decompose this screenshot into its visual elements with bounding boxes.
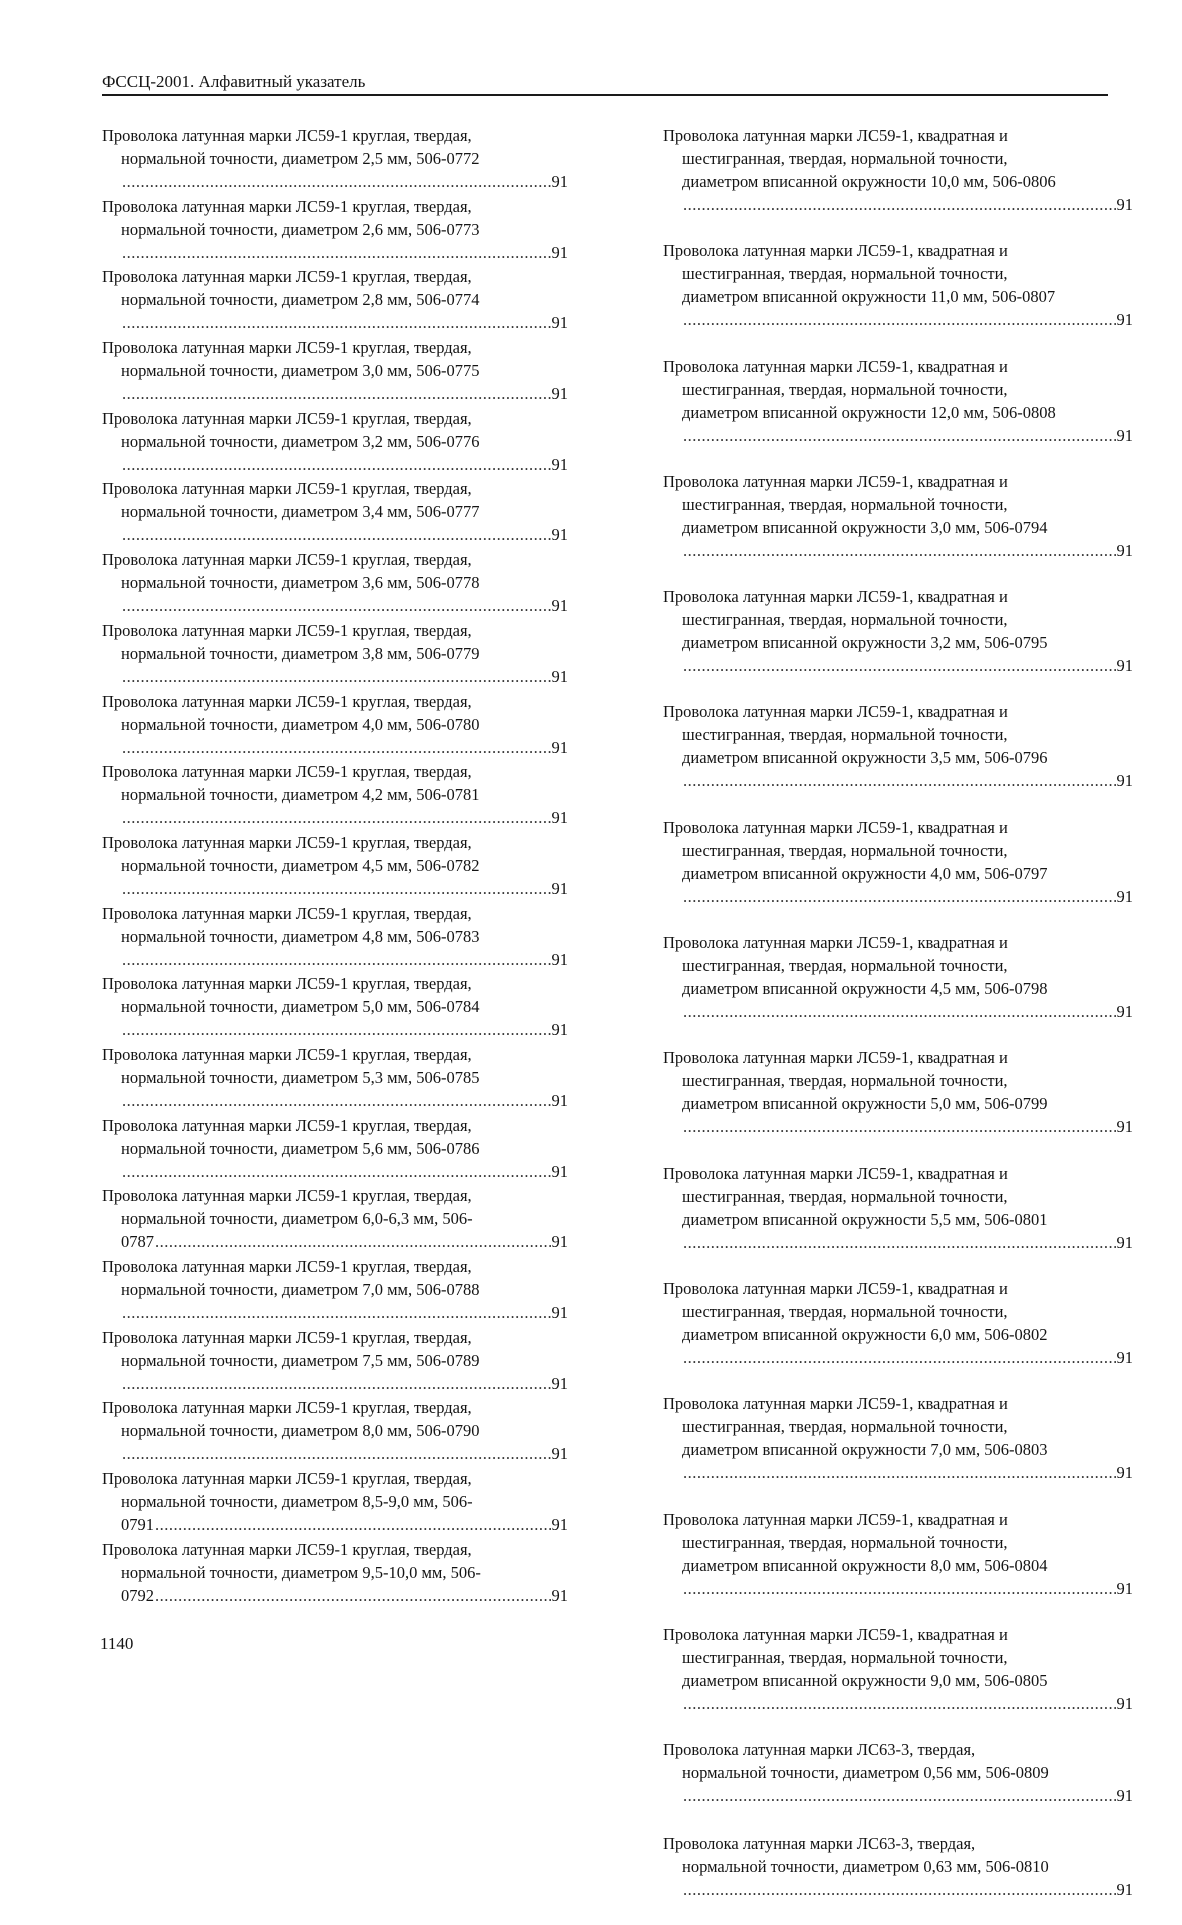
entry-detail-line: диаметром вписанной окружности 3,2 мм, 506-0795	[682, 633, 1048, 653]
entry-page-ref: 91	[551, 172, 568, 191]
index-entry	[102, 336, 568, 405]
entry-page-ref: 91	[551, 1090, 568, 1110]
index-entry	[102, 407, 568, 476]
entry-detail-line: шестигранная, твердая, нормальной точности,	[682, 1532, 1008, 1552]
index-entry	[102, 195, 568, 264]
entry-title-line: Проволока латунная марки ЛС59-1 круглая, твердая,	[102, 196, 472, 216]
entry-detail-line: нормальной точности, диаметром 4,0 мм, 506-0780	[121, 714, 480, 734]
entry-leader-line	[102, 1513, 568, 1536]
page-number: 1140	[100, 1634, 134, 1653]
entry-title-line: Проволока латунная марки ЛС59-1 круглая, твердая,	[102, 1115, 472, 1135]
entry-detail-line: нормальной точности, диаметром 2,6 мм, 506-0773	[121, 219, 480, 239]
entry-leader-line	[663, 1461, 1133, 1484]
dot-leader	[683, 769, 1116, 792]
dot-leader	[122, 665, 551, 688]
dot-leader	[683, 1577, 1116, 1600]
entry-page-ref: 91	[551, 1161, 568, 1181]
entry-leader-line	[102, 170, 568, 193]
index-entry	[102, 1184, 568, 1253]
entry-detail-line: нормальной точности, диаметром 4,8 мм, 506-0783	[121, 926, 480, 946]
index-entry	[663, 585, 1133, 677]
index-entry	[663, 1623, 1133, 1715]
index-entry	[663, 1832, 1133, 1901]
entry-leader-line	[663, 539, 1133, 562]
entry-title-line: Проволока латунная марки ЛС59-1 круглая, твердая,	[102, 126, 472, 145]
entry-title-line: Проволока латунная марки ЛС59-1 круглая, твердая,	[102, 550, 472, 570]
entry-detail-line: диаметром вписанной окружности 5,5 мм, 506-0801	[682, 1209, 1048, 1229]
entry-title-line: Проволока латунная марки ЛС63-3, твердая,	[663, 1740, 976, 1760]
index-entry	[102, 831, 568, 900]
index-entry	[102, 477, 568, 546]
index-entry	[102, 972, 568, 1041]
index-column-right	[663, 124, 1133, 1925]
entry-title-line: Проволока латунная марки ЛС59-1 круглая, твердая,	[102, 1257, 472, 1276]
entry-detail-line: нормальной точности, диаметром 0,63 мм, 506-0810	[682, 1856, 1049, 1876]
entry-detail-line: шестигранная, твердая, нормальной точности,	[682, 494, 1008, 514]
entry-page-ref: 91	[551, 313, 568, 333]
entry-title-line: Проволока латунная марки ЛС59-1, квадратная и	[663, 241, 1008, 261]
entry-leader-line	[102, 523, 568, 546]
index-entry	[663, 1162, 1133, 1254]
entry-page-ref: 91	[1116, 1786, 1133, 1806]
dot-leader	[683, 308, 1116, 331]
entry-leader-line	[102, 1018, 568, 1041]
index-entry	[102, 690, 568, 759]
entry-page-ref: 91	[551, 596, 568, 616]
index-entry	[102, 1326, 568, 1395]
entry-detail-line: нормальной точности, диаметром 5,6 мм, 506-0786	[121, 1138, 480, 1158]
entry-detail-line: диаметром вписанной окружности 3,5 мм, 506-0796	[682, 748, 1048, 768]
entry-page-ref: 91	[1116, 425, 1133, 445]
entry-leader-line	[102, 1584, 568, 1607]
index-column-left	[102, 124, 568, 1608]
entry-detail-line: диаметром вписанной окружности 4,5 мм, 506-0798	[682, 979, 1048, 999]
entry-leader-line	[102, 1160, 568, 1183]
dot-leader	[683, 1231, 1116, 1254]
index-entry	[663, 1277, 1133, 1369]
index-entry	[102, 124, 568, 193]
entry-leader-line	[102, 594, 568, 617]
entry-leader-line	[663, 1346, 1133, 1369]
dot-leader	[122, 241, 551, 264]
entry-title-line: Проволока латунная марки ЛС59-1 круглая, твердая,	[102, 903, 472, 923]
entry-page-ref: 91	[551, 384, 568, 404]
dot-leader	[122, 1018, 551, 1041]
entry-leader-line	[663, 654, 1133, 677]
entry-title-line: Проволока латунная марки ЛС59-1 круглая, твердая,	[102, 832, 472, 852]
index-entry	[663, 700, 1133, 792]
entry-leader-line	[102, 806, 568, 829]
dot-leader	[122, 594, 551, 617]
entry-title-line: Проволока латунная марки ЛС59-1 круглая, твердая,	[102, 762, 472, 782]
index-entry	[102, 902, 568, 971]
index-entry	[102, 1467, 568, 1536]
dot-leader	[683, 1346, 1116, 1369]
dot-leader	[122, 382, 551, 405]
entry-title-line: Проволока латунная марки ЛС59-1, квадратная и	[663, 702, 1008, 722]
entry-detail-line: шестигранная, твердая, нормальной точности,	[682, 610, 1008, 630]
entry-page-ref: 91	[1116, 1578, 1133, 1598]
entry-detail-line: диаметром вписанной окружности 3,0 мм, 506-0794	[682, 517, 1048, 537]
entry-leader-line	[663, 1577, 1133, 1600]
dot-leader	[683, 539, 1116, 562]
entry-leader-line	[663, 1231, 1133, 1254]
index-entry	[663, 931, 1133, 1023]
entry-leader-line	[102, 1089, 568, 1112]
entry-page-ref: 91	[1116, 656, 1133, 676]
entry-title-line: Проволока латунная марки ЛС59-1, квадратная и	[663, 1624, 1008, 1644]
index-entry	[663, 816, 1133, 908]
dot-leader	[683, 885, 1116, 908]
entry-detail-line: нормальной точности, диаметром 7,0 мм, 506-0788	[121, 1280, 480, 1299]
entry-detail-line: нормальной точности, диаметром 9,5-10,0 мм, 506-	[121, 1562, 481, 1582]
entry-title-line: Проволока латунная марки ЛС59-1 круглая, твердая,	[102, 338, 472, 358]
index-entry	[663, 1508, 1133, 1600]
entry-title-line: Проволока латунная марки ЛС59-1 круглая, твердая,	[102, 267, 472, 287]
entry-detail-line: нормальной точности, диаметром 3,6 мм, 506-0778	[121, 573, 480, 593]
entry-detail-line: шестигранная, твердая, нормальной точности,	[682, 1417, 1008, 1437]
index-entry	[102, 1114, 568, 1183]
dot-leader	[122, 736, 551, 759]
entry-title-line: Проволока латунная марки ЛС59-1, квадратная и	[663, 1509, 1008, 1529]
dot-leader	[683, 1000, 1116, 1023]
entry-leader-line	[102, 1442, 568, 1465]
running-header	[102, 72, 1108, 96]
entry-title-line: Проволока латунная марки ЛС59-1 круглая, твердая,	[102, 1327, 472, 1347]
entry-title-line: Проволока латунная марки ЛС59-1, квадратная и	[663, 126, 1008, 145]
index-entry	[663, 1738, 1133, 1807]
entry-page-ref: 91	[551, 1303, 568, 1322]
entry-page-ref: 91	[1116, 1347, 1133, 1367]
entry-detail-line: шестигранная, твердая, нормальной точности,	[682, 725, 1008, 745]
entry-title-line: Проволока латунная марки ЛС59-1, квадратная и	[663, 817, 1008, 837]
entry-detail-line: диаметром вписанной окружности 11,0 мм, 506-0807	[682, 287, 1056, 307]
entry-title-line: Проволока латунная марки ЛС59-1 круглая, твердая,	[102, 620, 472, 640]
entry-title-line: Проволока латунная марки ЛС59-1, квадратная и	[663, 1278, 1008, 1298]
index-entry	[663, 470, 1133, 562]
entry-title-line: Проволока латунная марки ЛС59-1, квадратная и	[663, 587, 1008, 607]
entry-detail-line: диаметром вписанной окружности 10,0 мм, 506-0806	[682, 172, 1056, 191]
entry-leader-line	[102, 948, 568, 971]
entry-title-line: Проволока латунная марки ЛС59-1 круглая, твердая,	[102, 1469, 472, 1489]
entry-page-ref: 91	[1116, 1117, 1133, 1137]
entry-title-line: Проволока латунная марки ЛС59-1, квадратная и	[663, 356, 1008, 376]
dot-leader	[683, 654, 1116, 677]
entry-detail-line: нормальной точности, диаметром 3,2 мм, 506-0776	[121, 431, 480, 451]
entry-detail-line: нормальной точности, диаметром 3,4 мм, 506-0777	[121, 502, 480, 522]
dot-leader	[122, 877, 551, 900]
entry-page-ref: 91	[551, 1515, 568, 1535]
entry-title-line: Проволока латунная марки ЛС59-1 круглая, твердая,	[102, 1186, 472, 1206]
entry-detail-line: диаметром вписанной окружности 6,0 мм, 506-0802	[682, 1324, 1048, 1344]
entry-detail-line: нормальной точности, диаметром 2,8 мм, 506-0774	[121, 290, 480, 310]
entry-leader-line	[663, 1000, 1133, 1023]
dot-leader	[122, 453, 551, 476]
entry-title-line: Проволока латунная марки ЛС59-1 круглая, твердая,	[102, 408, 472, 428]
index-entry	[102, 1396, 568, 1465]
entry-code-tail: 0792	[121, 1585, 154, 1605]
dot-leader	[155, 1230, 551, 1253]
index-entry	[102, 1538, 568, 1607]
entry-detail-line: шестигранная, твердая, нормальной точности,	[682, 956, 1008, 976]
dot-leader	[122, 1301, 551, 1324]
entry-page-ref: 91	[1116, 1693, 1133, 1713]
entry-page-ref: 91	[1116, 310, 1133, 330]
entry-detail-line: диаметром вписанной окружности 4,0 мм, 506-0797	[682, 863, 1048, 883]
entry-page-ref: 91	[1116, 1002, 1133, 1022]
entry-page-ref: 91	[551, 666, 568, 686]
entry-detail-line: нормальной точности, диаметром 0,56 мм, 506-0809	[682, 1763, 1049, 1783]
entry-page-ref: 91	[551, 1585, 568, 1605]
entry-leader-line	[102, 453, 568, 476]
index-entry	[102, 1255, 568, 1324]
entry-leader-line	[663, 1878, 1133, 1901]
entry-page-ref: 91	[551, 1020, 568, 1040]
entry-leader-line	[102, 1301, 568, 1324]
entry-leader-line	[663, 424, 1133, 447]
entry-detail-line: нормальной точности, диаметром 5,3 мм, 506-0785	[121, 1067, 480, 1087]
entry-page-ref: 91	[1116, 1232, 1133, 1252]
entry-page-ref: 91	[551, 454, 568, 474]
entry-title-line: Проволока латунная марки ЛС59-1, квадратная и	[663, 1163, 1008, 1183]
entry-title-line: Проволока латунная марки ЛС59-1 круглая, твердая,	[102, 1398, 472, 1418]
entry-detail-line: нормальной точности, диаметром 5,0 мм, 506-0784	[121, 997, 480, 1017]
entry-leader-line	[102, 311, 568, 334]
dot-leader	[122, 1442, 551, 1465]
index-entry	[102, 760, 568, 829]
entry-detail-line: шестигранная, твердая, нормальной точности,	[682, 1071, 1008, 1091]
entry-detail-line: диаметром вписанной окружности 9,0 мм, 506-0805	[682, 1670, 1048, 1690]
dot-leader	[122, 1160, 551, 1183]
entry-code-tail: 0791	[121, 1515, 154, 1535]
entry-leader-line	[663, 1692, 1133, 1715]
dot-leader	[683, 1115, 1116, 1138]
entry-title-line: Проволока латунная марки ЛС59-1 круглая, твердая,	[102, 1539, 472, 1559]
entry-leader-line	[663, 308, 1133, 331]
entry-detail-line: нормальной точности, диаметром 2,5 мм, 506-0772	[121, 149, 480, 168]
entry-page-ref: 91	[551, 1373, 568, 1393]
entry-page-ref: 91	[551, 242, 568, 262]
entry-page-ref: 91	[1116, 1463, 1133, 1483]
dot-leader	[122, 1372, 551, 1395]
entry-page-ref: 91	[551, 949, 568, 969]
entry-detail-line: шестигранная, твердая, нормальной точности,	[682, 840, 1008, 860]
entry-page-ref: 91	[551, 1232, 568, 1252]
entry-title-line: Проволока латунная марки ЛС59-1, квадратная и	[663, 1048, 1008, 1068]
index-entry	[102, 1043, 568, 1112]
dot-leader	[683, 1461, 1116, 1484]
dot-leader	[683, 424, 1116, 447]
entry-detail-line: диаметром вписанной окружности 7,0 мм, 506-0803	[682, 1440, 1048, 1460]
entry-detail-line: шестигранная, твердая, нормальной точности,	[682, 379, 1008, 399]
entry-leader-line	[102, 665, 568, 688]
entry-leader-line	[102, 1230, 568, 1253]
entry-leader-line	[102, 736, 568, 759]
entry-page-ref: 91	[551, 737, 568, 757]
dot-leader	[122, 806, 551, 829]
entry-leader-line	[663, 1115, 1133, 1138]
entry-title-line: Проволока латунная марки ЛС59-1, квадратная и	[663, 1394, 1008, 1414]
entry-detail-line: шестигранная, твердая, нормальной точности,	[682, 1186, 1008, 1206]
index-entry	[102, 265, 568, 334]
entry-code-tail: 0787	[121, 1232, 154, 1252]
entry-leader-line	[663, 1784, 1133, 1807]
entry-detail-line: шестигранная, твердая, нормальной точности,	[682, 149, 1008, 168]
entry-page-ref: 91	[1116, 771, 1133, 791]
entry-detail-line: нормальной точности, диаметром 8,5-9,0 мм, 506-	[121, 1492, 473, 1512]
index-entry	[102, 548, 568, 617]
running-header-title: ФССЦ-2001. Алфавитный указатель	[102, 72, 366, 91]
entry-detail-line: шестигранная, твердая, нормальной точности,	[682, 264, 1008, 284]
dot-leader	[122, 523, 551, 546]
entry-leader-line	[663, 193, 1133, 216]
dot-leader	[122, 170, 551, 193]
entry-leader-line	[102, 241, 568, 264]
entry-detail-line: нормальной точности, диаметром 7,5 мм, 506-0789	[121, 1350, 480, 1370]
dot-leader	[683, 193, 1116, 216]
entry-title-line: Проволока латунная марки ЛС59-1 круглая, твердая,	[102, 974, 472, 994]
entry-page-ref: 91	[551, 878, 568, 898]
dot-leader	[122, 948, 551, 971]
entry-page-ref: 91	[551, 1444, 568, 1464]
index-entry	[663, 1392, 1133, 1484]
index-entry	[663, 124, 1133, 216]
entry-detail-line: нормальной точности, диаметром 8,0 мм, 506-0790	[121, 1421, 480, 1441]
entry-detail-line: нормальной точности, диаметром 6,0-6,3 мм, 506-	[121, 1209, 473, 1229]
entry-title-line: Проволока латунная марки ЛС59-1, квадратная и	[663, 933, 1008, 953]
entry-title-line: Проволока латунная марки ЛС63-3, твердая,	[663, 1833, 976, 1853]
entry-page-ref: 91	[1116, 1879, 1133, 1899]
entry-page-ref: 91	[1116, 540, 1133, 560]
index-entry	[663, 1046, 1133, 1138]
entry-page-ref: 91	[551, 525, 568, 545]
entry-detail-line: нормальной точности, диаметром 3,8 мм, 506-0779	[121, 643, 480, 663]
entry-detail-line: диаметром вписанной окружности 8,0 мм, 506-0804	[682, 1555, 1048, 1575]
entry-detail-line: шестигранная, твердая, нормальной точности,	[682, 1301, 1008, 1321]
entry-detail-line: шестигранная, твердая, нормальной точности,	[682, 1647, 1008, 1667]
dot-leader	[683, 1784, 1116, 1807]
index-entry	[663, 355, 1133, 447]
dot-leader	[155, 1513, 551, 1536]
entry-page-ref: 91	[1116, 886, 1133, 906]
entry-detail-line: нормальной точности, диаметром 4,5 мм, 506-0782	[121, 855, 480, 875]
entry-leader-line	[102, 877, 568, 900]
entry-leader-line	[102, 1372, 568, 1395]
index-entry	[663, 239, 1133, 331]
entry-title-line: Проволока латунная марки ЛС59-1 круглая, твердая,	[102, 1044, 472, 1064]
entry-title-line: Проволока латунная марки ЛС59-1, квадратная и	[663, 471, 1008, 491]
entry-page-ref: 91	[551, 808, 568, 828]
entry-title-line: Проволока латунная марки ЛС59-1 круглая, твердая,	[102, 479, 472, 499]
entry-detail-line: нормальной точности, диаметром 3,0 мм, 506-0775	[121, 361, 480, 381]
entry-detail-line: нормальной точности, диаметром 4,2 мм, 506-0781	[121, 785, 480, 805]
entry-detail-line: диаметром вписанной окружности 12,0 мм, 506-0808	[682, 402, 1056, 422]
entry-page-ref: 91	[1116, 195, 1133, 214]
entry-leader-line	[102, 382, 568, 405]
index-entry	[102, 619, 568, 688]
dot-leader	[683, 1692, 1116, 1715]
entry-leader-line	[663, 885, 1133, 908]
dot-leader	[122, 311, 551, 334]
dot-leader	[155, 1584, 551, 1607]
entry-leader-line	[663, 769, 1133, 792]
entry-detail-line: диаметром вписанной окружности 5,0 мм, 506-0799	[682, 1094, 1048, 1114]
entry-title-line: Проволока латунная марки ЛС59-1 круглая, твердая,	[102, 691, 472, 711]
dot-leader	[122, 1089, 551, 1112]
dot-leader	[683, 1878, 1116, 1901]
